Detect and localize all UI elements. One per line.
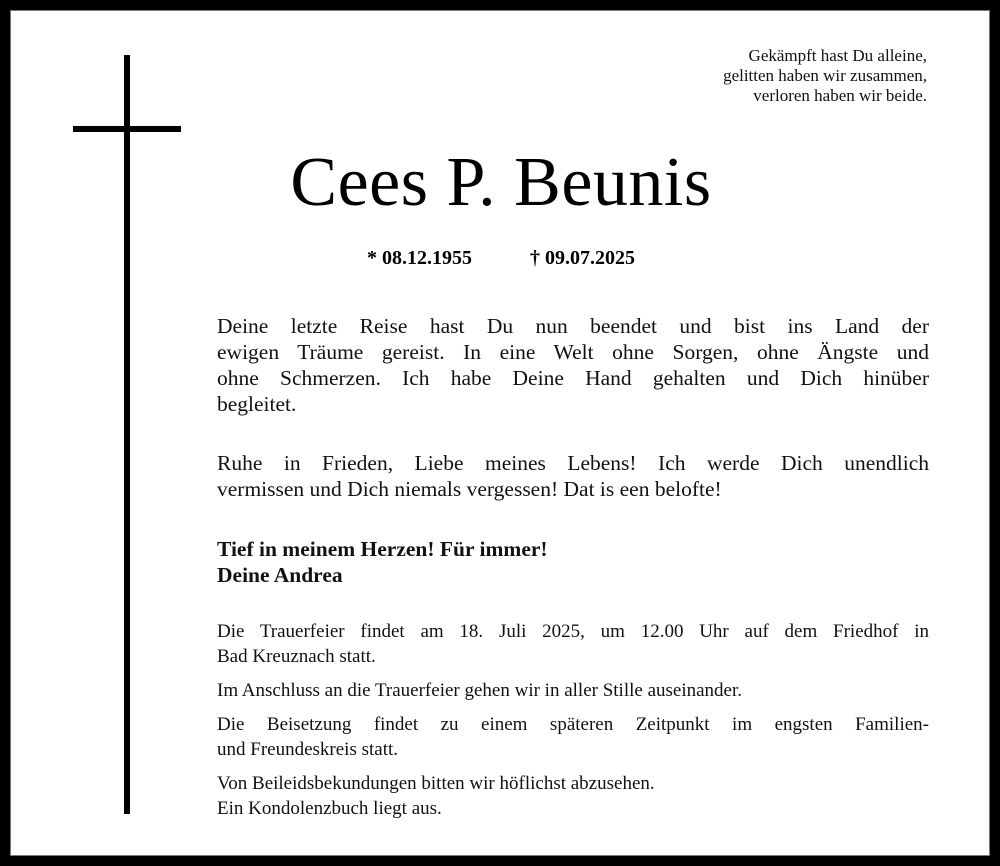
motto-line: verloren haben wir beide. bbox=[753, 86, 927, 105]
text-line: und Freundeskreis statt. bbox=[217, 739, 399, 760]
birth-date bbox=[367, 246, 472, 270]
motto-line: gelitten haben wir zusammen, bbox=[723, 66, 927, 85]
obituary-card bbox=[10, 10, 990, 856]
text-line: begleitet. bbox=[217, 392, 297, 416]
birth-symbol: * bbox=[367, 247, 377, 269]
death-date-value: 09.07.2025 bbox=[545, 247, 635, 269]
text-line: Ruhe in Frieden, Liebe meines Lebens! Ich werde Dich unendlich bbox=[217, 451, 929, 475]
text-line: vermissen und Dich niemals vergessen! Dat is een belofte! bbox=[217, 477, 722, 501]
funeral-info bbox=[217, 619, 929, 669]
text-line: Die Beisetzung findet zu einem späteren Zeitpunkt im engsten Familien- bbox=[217, 714, 929, 735]
text-line: Deine letzte Reise hast Du nun beendet und bist ins Land der bbox=[217, 314, 929, 338]
closing-signature bbox=[217, 536, 929, 588]
text-line: Die Trauerfeier findet am 18. Juli 2025, um 12.00 Uhr auf dem Friedhof in bbox=[217, 621, 929, 642]
afterwards-info bbox=[217, 678, 929, 703]
motto-verse bbox=[723, 46, 927, 106]
burial-info bbox=[217, 712, 929, 762]
birth-date-value: 08.12.1955 bbox=[382, 247, 472, 269]
text-line: ewigen Träume gereist. In eine Welt ohne Sorgen, ohne Ängste und bbox=[217, 340, 929, 364]
cross-icon-horizontal-bar bbox=[73, 126, 181, 132]
signature: Deine Andrea bbox=[217, 563, 343, 587]
death-symbol-dagger-icon: † bbox=[530, 247, 540, 269]
motto-line: Gekämpft hast Du alleine, bbox=[748, 46, 927, 65]
death-date bbox=[530, 246, 635, 270]
text-line: ohne Schmerzen. Ich habe Deine Hand gehalten und Dich hinüber bbox=[217, 366, 929, 390]
rest-in-peace-paragraph bbox=[217, 450, 929, 502]
deceased-name: Cees P. Beunis bbox=[290, 144, 712, 221]
text-line: Ein Kondolenzbuch liegt aus. bbox=[217, 798, 442, 819]
farewell-paragraph bbox=[217, 313, 929, 417]
life-dates bbox=[11, 246, 991, 270]
text-line: Im Anschluss an die Trauerfeier gehen wir in aller Stille auseinander. bbox=[217, 680, 743, 701]
text-line: Bad Kreuznach statt. bbox=[217, 646, 376, 667]
text-line: Von Beileidsbekundungen bitten wir höflichst abzusehen. bbox=[217, 773, 655, 794]
condolences-info bbox=[217, 771, 929, 821]
closing-line: Tief in meinem Herzen! Für immer! bbox=[217, 537, 548, 561]
